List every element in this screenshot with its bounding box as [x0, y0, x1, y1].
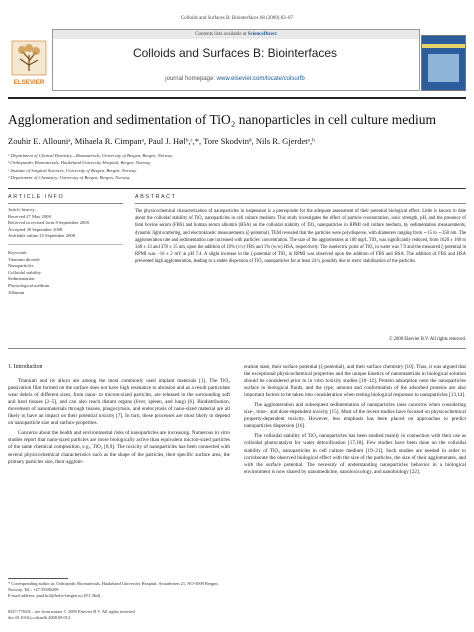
cover-illustration [428, 54, 459, 82]
article-info-heading: ARTICLE INFO [8, 194, 65, 200]
intro-paragraph: Titanium and its alloys are among the most commonly used implant materials [1]. The TiO₂ passivation film formed on the surface does not have high resistance to abrasion and as a result particulate wear debris of different sizes, from nano- to micron-sized particles, are released in the surrounding soft and hard tissues [2–5], and can also reach distant organs (liver, spleen, and lung) [6]. Biodistribution, movement of nanomaterials through tissues, phagocytosis, and endocytosis of nano-sized material are all likely to have an impact on their potential toxicity [7]. In turn, these processes are most likely to depend on nanoparticle size and surface properties. [8, 378, 230, 427]
corresponding-author-note: * Corresponding author at: Orthopedic Biomaterials, Haukeland University Hospital, Arstadveien 21, NO-5009 Bergen, Norway. Tel.: +47 55586209. [8, 581, 219, 593]
article-info-rule [8, 203, 123, 204]
affiliations [8, 152, 468, 182]
history-accepted: Accepted 30 September 2008 [8, 226, 63, 232]
contents-prefix: Contents lists available at [195, 32, 247, 37]
intro-paragraph: Concerns about the health and environmental risks of nanoparticles are increasing. Numerous in vitro studies report that nano-sized particles are more biologically active than equivalent micron-sized particles of the same chemical composition, e.g., TiO₂ [8,9]. The toxicity of nanoparticles has been connected with several physicochemical characteristics such as the shape of the particles, their specific surface area, the primary particles size, their agglom- [8, 430, 230, 465]
history-received: Received 27 May 2008 [8, 213, 51, 219]
body-right-column [244, 364, 466, 476]
author-email[interactable]: E-mail address: paul.hol@helse-bergen.no (P.J. Høl). [8, 593, 102, 599]
elsevier-logo [8, 39, 50, 89]
keyword-item: Nanoparticles [8, 263, 34, 269]
keywords-rule [8, 244, 123, 245]
abstract-rule [135, 203, 466, 204]
homepage-prefix: journal homepage: [165, 76, 215, 82]
cover-band [422, 44, 465, 48]
article-title: Agglomeration and sedimentation of TiO₂ nanoparticles in cell culture medium [8, 112, 436, 127]
intro-paragraph: eration state, their surface potential (ζ-potential), and their surface chemistry [10]. Thus, it was argued that the exceptional physicochemical properties and the unique kinetics of nanomaterials in biological solution should be considered prior to in vitro toxicity studies [10–12]. Protein adsorption onto the nanoparticles surface in biological fluids, and the type, amount and conformation of the adsorbed proteins are also important factors to be taken into consideration when testing biological responses to nanoparticles [13,14]. [244, 364, 466, 399]
abstract-body: The physicochemical characterization of nanoparticles in suspension is a prerequisite for the adequate assessment of their potential biological effect. Little is known to date about the colloidal stability of TiO₂ nanoparticles in cell culture medium. This study investigates the effect of particle concentration, ionic strength, pH, and the presence of fetal bovine serum (FBS) and human serum albumin (HSA) on the colloidal stability of TiO₂ nanoparticles in RPMI cell culture medium, by sedimentation measurements, dynamic light scattering, and electrokinetic measurements (ζ-potential). TEM revealed that the particles were polydisperse, with diameters ranging from ∼15 to ∼350 nm. The agglomeration rate and sedimentation rate increased with particles' concentration. The size of the agglomerates at 100 mg/L TiO₂ was significantly reduced, from 1620 ± 160 to 348 ± 13 and 378 ± 15 nm, upon the addition of 10% (v/v) FBS and 1% (w/w) HSA, respectively. The isoelectric point of TiO₂ in water was 7.9 and the measured ζ-potential in RPMI was −16 ± 2 mV at pH 7.4. A slight increase in the ζ-potential of TiO₂ in RPMI was observed upon the addition of FBS and HSA. The addition of FBS and HSA prevented high agglomeration, leading to a stable dispersion of TiO₂ nanoparticles for at least 24 h, possibly due to steric stabilization of the particles. [135, 209, 466, 265]
journal-cover-image [421, 35, 466, 91]
introduction-heading: 1. Introduction [8, 364, 43, 370]
elsevier-tree-icon [8, 39, 50, 89]
history-label: Article history: [8, 207, 36, 212]
footnote [8, 581, 230, 600]
intro-paragraph: The colloidal stability of TiO₂ nanoparticles has been studied mainly in connection with their use as colloidal photocatalyst for water detoxification [17,18]. Few studies have been done on the colloidal stability of TiO₂ nanoparticles in cell culture medium [19–21]. Such studies are needed in order to corroborate the observed biological effect with the size of the particles, the size of their agglomerates, and with the surface potential. The necessity of understanding nanoparticles behavior in a biological environment is now shared by nanomedicine, nanotoxicology, and nanobiology [22]. [244, 433, 466, 475]
doi-line[interactable]: doi:10.1016/j.colsurfb.2008.09.014 [8, 615, 71, 621]
sciencedirect-link[interactable]: ScienceDirect [247, 32, 277, 37]
keywords-label: Keywords: [8, 250, 28, 255]
body-left-column [8, 364, 230, 466]
keywords-block [8, 250, 126, 296]
footnote-rule [8, 578, 68, 579]
affiliation-d: ᵈ Department of Chemistry, University of Bergen, Bergen, Norway [8, 175, 130, 181]
section-rule [8, 188, 466, 189]
issn-line: 0927-7765/$ – see front matter © 2008 Elsevier B.V. All rights reserved. [8, 609, 136, 614]
intro-paragraph: The agglomeration and subsequent sedimentation of nanoparticles raise concerns when considering size-, time-, and dose-dependent toxicity [15]. Most of the recent studies have focused on physicochemical property-dependent toxicity. However, less emphasis has been placed on approaches to predict nanoparticles dispersion [16]. [244, 402, 466, 430]
keyword-item: Colloidal stability [8, 269, 42, 275]
keyword-item: Titanium dioxide [8, 256, 40, 262]
keyword-item: Albumin [8, 289, 25, 295]
journal-homepage [52, 76, 418, 82]
affiliation-c: ᶜ Institute of Surgical Sciences, University of Bergen, Bergen, Norway [8, 167, 137, 173]
header-rule [8, 97, 466, 99]
author-list: Zouhir E. Allouniᵃ, Mihaela R. Cimpanᵃ, Paul J. Hølᵇ,ᶜ,*, Tore Skodvinᵈ, Nils R. Gjerdetᵃ,ᵇ [8, 136, 315, 146]
journal-title: Colloids and Surfaces B: Biointerfaces [132, 46, 338, 60]
abstract-bottom-rule [8, 348, 466, 349]
abstract-heading: ABSTRACT [135, 194, 177, 200]
running-head: Colloids and Surfaces B: Biointerfaces 68 (2009) 83–87 [180, 16, 294, 21]
homepage-url[interactable]: www.elsevier.com/locate/colsurfb [216, 76, 305, 82]
history-online: Available online 25 September 2008 [8, 233, 76, 239]
bottom-meta [8, 609, 308, 621]
publisher-name: ELSEVIER [13, 79, 45, 86]
article-history [8, 207, 126, 240]
keyword-item: Sedimentation [8, 276, 35, 282]
affiliation-a: ᵃ Department of Clinical Dentistry—Biomaterials, University of Bergen, Bergen, Norway [8, 153, 173, 158]
abstract-copyright: © 2008 Elsevier B.V. All rights reserved. [388, 337, 466, 342]
affiliation-b: ᵇ Orthopaedic Biomaterials, Haukeland University Hospital, Bergen, Norway [8, 160, 151, 166]
keyword-item: Physiological medium [8, 282, 50, 288]
history-revised: Received in revised form 8 September 2008 [8, 220, 89, 226]
contents-line [53, 30, 419, 39]
